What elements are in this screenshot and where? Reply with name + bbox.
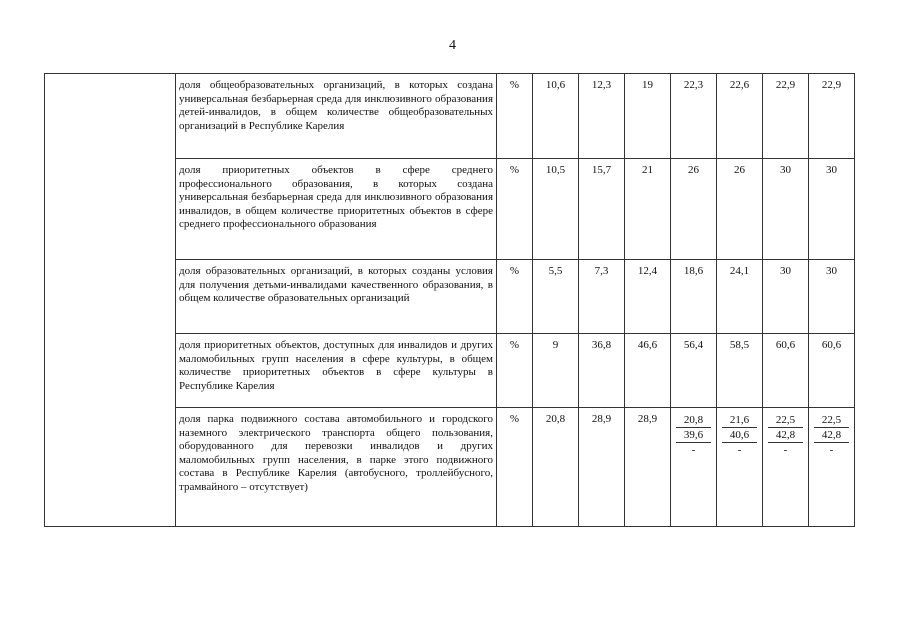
indicator-value: 10,5 xyxy=(533,159,579,260)
indicator-value: 9 xyxy=(533,334,579,408)
split-value-bottom: - xyxy=(829,444,834,456)
split-value-cell xyxy=(717,408,763,527)
indicator-value: 12,3 xyxy=(579,74,625,159)
indicator-unit: % xyxy=(497,408,533,527)
indicator-unit: % xyxy=(497,260,533,334)
split-value-middle: 40,6 xyxy=(722,428,757,443)
indicator-value: 19 xyxy=(625,74,671,159)
indicator-value: 22,6 xyxy=(717,74,763,159)
indicator-value: 22,3 xyxy=(671,74,717,159)
indicator-value: 12,4 xyxy=(625,260,671,334)
indicator-value: 60,6 xyxy=(809,334,855,408)
page-number: 4 xyxy=(449,38,456,53)
split-value-bottom: - xyxy=(783,444,788,456)
split-value-cell xyxy=(809,408,855,527)
split-value-cell xyxy=(671,408,717,527)
indicator-unit: % xyxy=(497,334,533,408)
indicator-description: доля образовательных организаций, в которых созданы условия для получения детьми-инвалидами качественного образования, в общем количестве образовательных организаций xyxy=(176,260,497,334)
indicator-description: доля приоритетных объектов в сфере среднего профессионального образования, в которых создана универсальная безбарьерная среда для инклюзивного образования инвалидов, в общем количестве приоритетных объектов в сфере среднего профессионального образования xyxy=(176,159,497,260)
indicator-value: 26 xyxy=(717,159,763,260)
indicator-value: 28,9 xyxy=(625,408,671,527)
indicator-unit: % xyxy=(497,74,533,159)
indicator-description: доля общеобразовательных организаций, в которых создана универсальная безбарьерная среда для инклюзивного образования детей-инвалидов, в общем количестве общеобразовательных организаций в Республике Карелия xyxy=(176,74,497,159)
split-value-top: 20,8 xyxy=(676,413,711,428)
indicator-value: 15,7 xyxy=(579,159,625,260)
indicator-value: 5,5 xyxy=(533,260,579,334)
indicator-value: 46,6 xyxy=(625,334,671,408)
split-value-middle: 42,8 xyxy=(768,428,803,443)
indicator-value: 22,9 xyxy=(809,74,855,159)
split-value-top: 22,5 xyxy=(814,413,849,428)
indicator-value: 21 xyxy=(625,159,671,260)
indicator-value: 30 xyxy=(809,159,855,260)
indicator-value: 10,6 xyxy=(533,74,579,159)
indicator-value: 18,6 xyxy=(671,260,717,334)
split-value-top: 22,5 xyxy=(768,413,803,428)
indicator-value: 60,6 xyxy=(763,334,809,408)
split-value-bottom: - xyxy=(691,444,696,456)
split-value-middle: 42,8 xyxy=(814,428,849,443)
split-value-bottom: - xyxy=(737,444,742,456)
indicator-value: 56,4 xyxy=(671,334,717,408)
indicator-description: доля парка подвижного состава автомобильного и городского наземного электрического транспорта общего пользования, оборудованного для перевозки инвалидов и других маломобильных групп населения, в парке этого подвижного состава в Республике Карелия (автобусного, троллейбусного, трамвайного – отсутствует) xyxy=(176,408,497,527)
split-value-top: 21,6 xyxy=(722,413,757,428)
indicator-description: доля приоритетных объектов, доступных для инвалидов и других маломобильных групп населения в сфере культуры, в общем количестве приоритетных объектов в сфере культуры в Республике Карелия xyxy=(176,334,497,408)
indicator-value: 28,9 xyxy=(579,408,625,527)
indicators-table xyxy=(44,73,855,527)
indicator-value: 22,9 xyxy=(763,74,809,159)
indicator-value: 30 xyxy=(763,260,809,334)
indicator-value: 30 xyxy=(763,159,809,260)
table-row xyxy=(45,74,855,159)
split-value-middle: 39,6 xyxy=(676,428,711,443)
indicator-value: 36,8 xyxy=(579,334,625,408)
empty-first-column-cell xyxy=(45,74,176,527)
indicator-value: 26 xyxy=(671,159,717,260)
indicator-unit: % xyxy=(497,159,533,260)
split-value-cell xyxy=(763,408,809,527)
indicator-value: 24,1 xyxy=(717,260,763,334)
indicator-value: 30 xyxy=(809,260,855,334)
indicator-value: 20,8 xyxy=(533,408,579,527)
indicator-value: 7,3 xyxy=(579,260,625,334)
indicator-value: 58,5 xyxy=(717,334,763,408)
